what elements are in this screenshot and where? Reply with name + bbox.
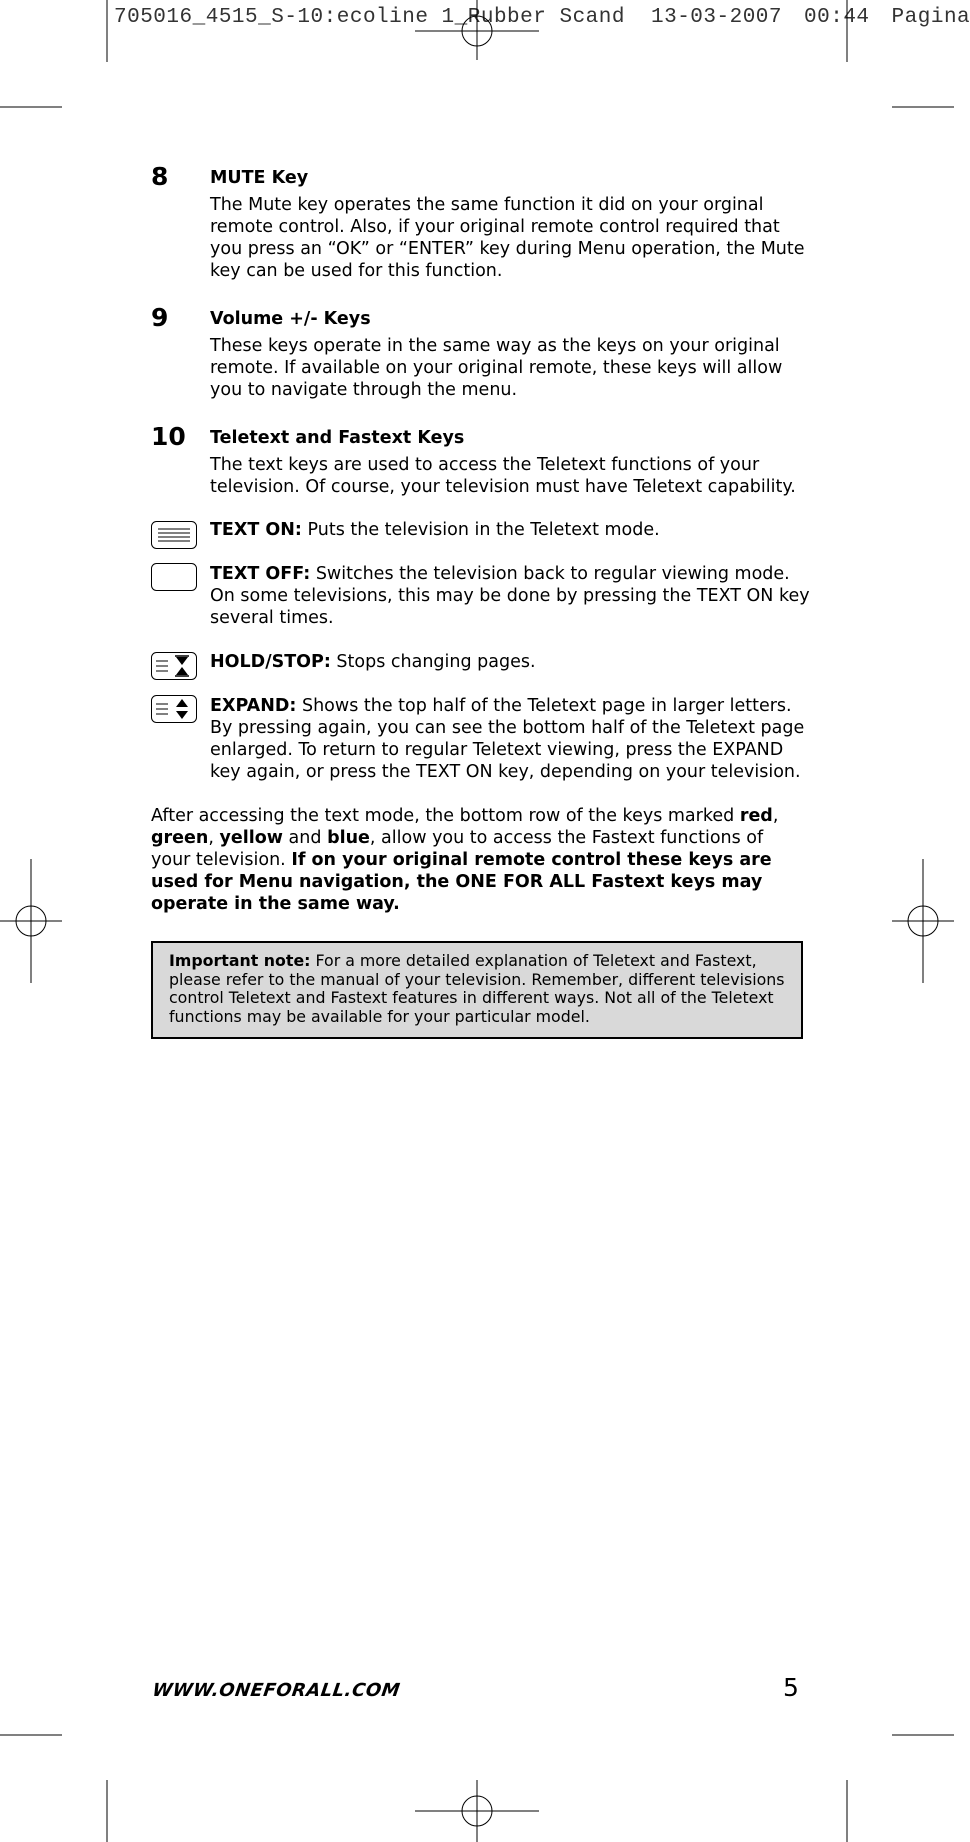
slug-time: 00:44: [804, 6, 870, 29]
section-body-teletext: The text keys are used to access the Teletext functions of your television. Of course, your television must have Teletext capability.: [210, 455, 796, 497]
section-title-mute: MUTE Key: [210, 168, 309, 188]
text-off-description: [210, 563, 810, 629]
section-title-volume: Volume +/- Keys: [210, 309, 371, 329]
section-title-teletext: Teletext and Fastext Keys: [210, 428, 465, 448]
footer-website: WWW.ONEFORALL.COM: [151, 1680, 402, 1701]
registration-mark-left: [0, 859, 62, 983]
color-red: red: [739, 806, 773, 826]
expand-label: EXPAND:: [210, 696, 297, 716]
color-yellow: yellow: [219, 828, 283, 848]
text-on-description: [210, 519, 810, 541]
text-on-label: TEXT ON:: [210, 520, 302, 540]
text-off-label: TEXT OFF:: [210, 564, 311, 584]
hold-stop-label: HOLD/STOP:: [210, 652, 331, 672]
slug-file: 705016_4515_S-10:ecoline 1_Rubber Scand: [114, 6, 625, 29]
expand-description: [210, 695, 810, 783]
fastext-and: and: [288, 828, 322, 848]
slug-date: 13-03-2007: [650, 6, 783, 29]
fastext-bold-note: If on your original remote control these keys are used for Menu navigation, the ONE FOR ALL Fastext keys may operate in the same way.: [151, 850, 772, 914]
hold-stop-key-icon: [151, 652, 197, 680]
important-note-text: For a more detailed explanation of Teletext and Fastext, please refer to the manual of your television. Remember, different televisions control Teletext and Fastext features in different ways. Not all of the Teletext functions may be available for your particular model.: [169, 951, 785, 1026]
text-off-key-icon: [151, 563, 197, 591]
section-number-10: 10: [151, 422, 186, 451]
fastext-mid: , allow you to access the Fastext functions of your television.: [151, 828, 764, 870]
color-green: green: [151, 828, 209, 848]
registration-mark-top: [415, 0, 539, 60]
hold-stop-text: Stops changing pages.: [336, 652, 536, 672]
fastext-intro: After accessing the text mode, the bottom row of the keys marked: [151, 806, 735, 826]
page-number: 5: [783, 1673, 799, 1702]
registration-mark-bottom: [415, 1780, 539, 1842]
section-number-8: 8: [151, 162, 169, 191]
section-body-volume: These keys operate in the same way as the keys on your original remote. If available on your original remote, these keys will allow you to navigate through the menu.: [210, 336, 783, 400]
slug-page-word: Pagina: [891, 6, 970, 29]
important-note-box: [151, 941, 803, 1039]
fastext-paragraph: After accessing the text mode, the bottom row of the keys marked red, green, yellow and blue, allow you to access the Fastext functions of your television. If on your original remote control these keys are used for Menu navigation, the ONE FOR ALL Fastext keys may operate in the same way.: [151, 806, 779, 914]
expand-text: Shows the top half of the Teletext page in larger letters. By pressing again, you can see the bottom half of the Teletext page enlarged. To return to regular Teletext viewing, press the EXPAND key again, or press the TEXT ON key, depending on your television.: [210, 696, 805, 782]
text-on-text: Puts the television in the Teletext mode.: [307, 520, 660, 540]
expand-key-icon: [151, 695, 197, 723]
hold-stop-description: [210, 651, 810, 673]
section-number-9: 9: [151, 303, 169, 332]
color-blue: blue: [327, 828, 370, 848]
registration-mark-right: [892, 859, 954, 983]
text-off-text: Switches the television back to regular viewing mode. On some televisions, this may be done by pressing the TEXT ON key several times.: [210, 564, 810, 628]
text-on-key-icon: [151, 521, 197, 549]
section-body-mute: The Mute key operates the same function it did on your orginal remote control. Also, if your original remote control required that you press an “OK” or “ENTER” key during Menu operation, the Mute key can be used for this function.: [210, 195, 805, 281]
important-note-label: Important note:: [169, 951, 311, 970]
